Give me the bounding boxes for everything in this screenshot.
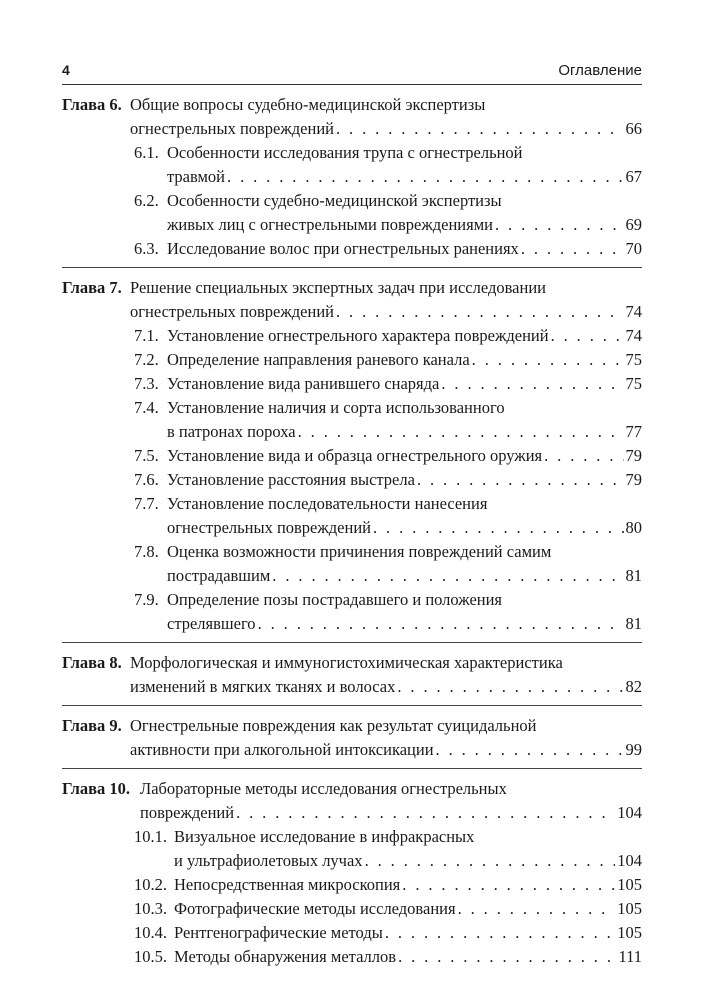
leader-dots xyxy=(336,300,624,324)
section-title-line1: Особенности исследования трупа с огнестрельной xyxy=(167,143,523,162)
leader-dots xyxy=(365,849,616,873)
leader-dots xyxy=(397,675,623,699)
section-page: 105 xyxy=(617,899,642,918)
toc-entry-10-4[interactable] xyxy=(62,921,642,945)
section-page: 105 xyxy=(617,923,642,942)
section-page: 80 xyxy=(625,518,642,537)
chapter-label: Глава 8. xyxy=(62,653,122,672)
chapter-page: 104 xyxy=(617,803,642,822)
chapter-heading[interactable] xyxy=(62,276,642,324)
toc-entry-7-7[interactable] xyxy=(62,492,642,540)
section-number: 7.3. xyxy=(134,374,159,393)
section-page: 74 xyxy=(625,326,642,345)
section-title-line2: живых лиц с огнестрельными повреждениями xyxy=(167,215,493,234)
section-title: Методы обнаружения металлов xyxy=(174,947,397,966)
section-number: 7.1. xyxy=(134,326,159,345)
leader-dots xyxy=(402,873,615,897)
chapter-title-line2: изменений в мягких тканях и волосах xyxy=(130,677,396,696)
leader-dots xyxy=(298,420,624,444)
toc-entry-10-3[interactable] xyxy=(62,897,642,921)
chapter-label: Глава 6. xyxy=(62,95,122,114)
leader-dots xyxy=(417,468,624,492)
chapter-title-line2: активности при алкогольной интоксикации xyxy=(130,740,434,759)
chapter-title-line1: Решение специальных экспертных задач при исследовании xyxy=(130,278,546,297)
section-title-line2: и ультрафиолетовых лучах xyxy=(174,851,363,870)
leader-dots xyxy=(336,117,624,141)
chapter-heading[interactable] xyxy=(62,651,642,699)
section-page: 111 xyxy=(618,947,642,966)
toc-entry-7-2[interactable] xyxy=(62,348,642,372)
section-number: 6.1. xyxy=(134,143,159,162)
page-number: 4 xyxy=(62,62,70,78)
chapter-label: Глава 7. xyxy=(62,278,122,297)
section-number: 6.2. xyxy=(134,191,159,210)
chapter-heading[interactable] xyxy=(62,777,642,825)
section-title-line1: Установление последовательности нанесения xyxy=(167,494,488,513)
section-title: Рентгенографические методы xyxy=(174,923,383,942)
leader-dots xyxy=(544,444,623,468)
leader-dots xyxy=(258,612,624,636)
section-page: 75 xyxy=(625,350,642,369)
toc-entry-6-3[interactable] xyxy=(62,237,642,261)
leader-dots xyxy=(495,213,624,237)
section-title-line1: Оценка возможности причинения повреждений самим xyxy=(167,542,552,561)
section-page: 104 xyxy=(617,851,642,870)
section-title-line2: пострадавшим xyxy=(167,566,271,585)
leader-dots xyxy=(272,564,623,588)
section-title-line2: огнестрельных повреждений xyxy=(167,518,371,537)
section-number: 7.5. xyxy=(134,446,159,465)
toc-entry-7-1[interactable] xyxy=(62,324,642,348)
toc-entry-7-5[interactable] xyxy=(62,444,642,468)
section-title-line2: травмой xyxy=(167,167,226,186)
section-title-line2: в патронах пороха xyxy=(167,422,296,441)
section-number: 7.9. xyxy=(134,590,159,609)
chapter-6 xyxy=(62,93,642,268)
chapter-title-line2: повреждений xyxy=(140,803,235,822)
section-page: 79 xyxy=(625,446,642,465)
chapter-page: 99 xyxy=(625,740,642,759)
section-number: 7.4. xyxy=(134,398,159,417)
section-title: Фотографические методы исследования xyxy=(174,899,456,918)
leader-dots xyxy=(385,921,615,945)
leader-dots xyxy=(436,738,624,762)
section-title: Установление огнестрельного характера повреждений xyxy=(167,326,549,345)
leader-dots xyxy=(458,897,616,921)
section-page: 81 xyxy=(625,566,642,585)
section-number: 10.2. xyxy=(134,875,167,894)
section-number: 7.6. xyxy=(134,470,159,489)
section-title-line1: Особенности судебно-медицинской экспертизы xyxy=(167,191,502,210)
running-title: Оглавление xyxy=(558,62,642,79)
leader-dots xyxy=(398,945,616,969)
toc-entry-7-3[interactable] xyxy=(62,372,642,396)
chapter-page: 82 xyxy=(625,677,642,696)
section-title: Определение направления раневого канала xyxy=(167,350,470,369)
chapter-heading[interactable] xyxy=(62,93,642,141)
leader-dots xyxy=(551,324,624,348)
section-title-line2: стрелявшего xyxy=(167,614,256,633)
chapter-title-line2: огнестрельных повреждений xyxy=(130,302,334,321)
toc-entry-7-4[interactable] xyxy=(62,396,642,444)
section-page: 75 xyxy=(625,374,642,393)
section-page: 105 xyxy=(617,875,642,894)
chapter-8 xyxy=(62,651,642,706)
running-header xyxy=(62,62,642,85)
section-page: 79 xyxy=(625,470,642,489)
chapter-page: 74 xyxy=(625,302,642,321)
leader-dots xyxy=(441,372,623,396)
chapter-7 xyxy=(62,276,642,643)
toc-entry-6-1[interactable] xyxy=(62,141,642,189)
section-page: 67 xyxy=(625,167,642,186)
leader-dots xyxy=(521,237,624,261)
leader-dots xyxy=(472,348,624,372)
section-title-line1: Визуальное исследование в инфракрасных xyxy=(174,827,475,846)
chapter-label: Глава 10. xyxy=(62,779,131,798)
toc-entry-6-2[interactable] xyxy=(62,189,642,237)
section-number: 7.7. xyxy=(134,494,159,513)
chapter-label: Глава 9. xyxy=(62,716,122,735)
section-title: Установление вида ранившего снаряда xyxy=(167,374,440,393)
leader-dots xyxy=(373,516,624,540)
toc-entry-7-9[interactable] xyxy=(62,588,642,636)
section-title: Исследование волос при огнестрельных ранениях xyxy=(167,239,519,258)
section-title: Установление расстояния выстрела xyxy=(167,470,415,489)
section-number: 10.3. xyxy=(134,899,167,918)
toc-entry-7-6[interactable] xyxy=(62,468,642,492)
toc-entry-10-1[interactable] xyxy=(62,825,642,873)
section-number: 7.8. xyxy=(134,542,159,561)
chapter-9 xyxy=(62,714,642,769)
chapter-title-line1: Лабораторные методы исследования огнестрельных xyxy=(140,779,507,798)
section-number: 6.3. xyxy=(134,239,159,258)
toc-entry-7-8[interactable] xyxy=(62,540,642,588)
toc-entry-10-2[interactable] xyxy=(62,873,642,897)
table-of-contents xyxy=(62,93,642,983)
toc-entry-10-5[interactable] xyxy=(62,945,642,969)
section-number: 10.5. xyxy=(134,947,167,966)
section-title-line1: Установление наличия и сорта использованного xyxy=(167,398,505,417)
section-page: 70 xyxy=(625,239,642,258)
chapter-title-line1: Морфологическая и иммуногистохимическая характеристика xyxy=(130,653,563,672)
leader-dots xyxy=(236,801,615,825)
chapter-page: 66 xyxy=(625,119,642,138)
section-title: Непосредственная микроскопия xyxy=(174,875,401,894)
chapter-10 xyxy=(62,777,642,975)
chapter-heading[interactable] xyxy=(62,714,642,762)
section-number: 7.2. xyxy=(134,350,159,369)
leader-dots xyxy=(227,165,623,189)
chapter-title-line1: Огнестрельные повреждения как результат суицидальной xyxy=(130,716,537,735)
section-page: 77 xyxy=(625,422,642,441)
section-title-line1: Определение позы пострадавшего и положения xyxy=(167,590,503,609)
section-number: 10.1. xyxy=(134,827,167,846)
chapter-title-line2: огнестрельных повреждений xyxy=(130,119,334,138)
section-title: Установление вида и образца огнестрельного оружия xyxy=(167,446,543,465)
section-number: 10.4. xyxy=(134,923,167,942)
chapter-title-line1: Общие вопросы судебно-медицинской экспертизы xyxy=(130,95,486,114)
section-page: 81 xyxy=(625,614,642,633)
section-page: 69 xyxy=(625,215,642,234)
